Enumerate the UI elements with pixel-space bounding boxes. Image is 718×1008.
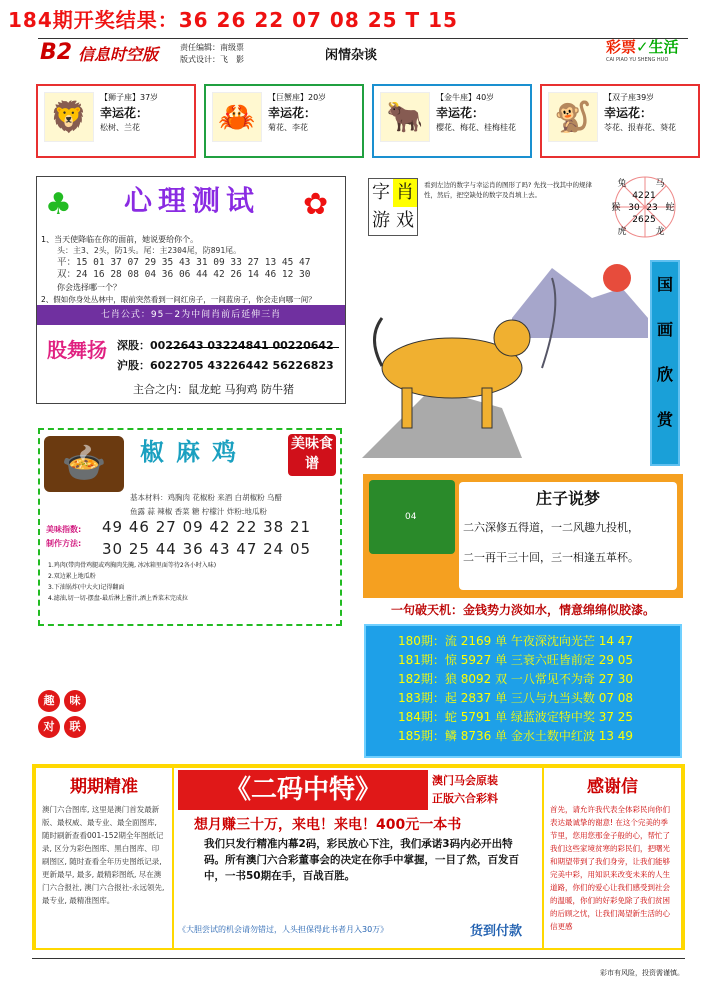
tiger-painting <box>362 248 648 460</box>
verse-line-1: 二六深修五得道，一二风趣九投机， <box>463 521 639 534</box>
designer-line: 版式设计：飞 影 <box>180 55 244 64</box>
zodiac-age: 【狮子座】37岁 <box>100 93 159 102</box>
lottery-row: 180期：流 2169 单 午夜深沈向光芒 14 47 <box>398 634 634 648</box>
risk-warning: 彩市有风险，投资需谨慎。 <box>600 969 684 977</box>
zodiac-age: 【金牛座】40岁 <box>436 93 495 102</box>
ring-label: 23 <box>646 203 658 213</box>
painting-char: 画 <box>656 320 673 339</box>
recipe-title: 椒麻鸡 <box>140 438 248 466</box>
ad-footnote: 《大胆尝试的机会请勿错过，人头担保得此书者月入30万》 <box>178 925 389 934</box>
zodiac-text <box>100 92 158 134</box>
recipe-panel <box>38 428 342 626</box>
zodiac-animal-icon: 🐒 <box>548 92 598 142</box>
zhuangzi-text-box <box>459 482 677 590</box>
ad-right-title: 感谢信 <box>587 777 638 797</box>
lottery-row: 182期：狼 8092 双 一八常见不为奇 27 30 <box>398 672 634 686</box>
ad-left-column <box>36 768 172 948</box>
shanghai-stock <box>117 357 334 373</box>
question-two: 2、假如你身处丛林中，眼前突然看到一间红房子，一间蓝房子，你会走向哪一间？ <box>41 295 316 304</box>
ring-label: 马 <box>655 179 665 189</box>
step-1: 1.鸡肉(带肉骨鸡腿或鸡胸肉先腌, 冰冰箱里面等待2各小时入味) <box>48 562 217 569</box>
page-number: B2 <box>40 40 73 65</box>
couplet-lantern-3: 对 <box>38 716 60 738</box>
zodiac-text <box>604 92 676 134</box>
ring-label: 蛇 <box>665 203 675 213</box>
puzzle-char: 肖 <box>393 179 417 207</box>
ad-middle-column <box>174 768 542 948</box>
rule-line <box>169 347 339 348</box>
ring-label: 42 <box>632 191 644 201</box>
ad-body: 我们只发行精准内幕2码，彩民放心下注，我们承诺3码内必开出特码。所有澳门六合彩董事会的决定在你手中掌握，一目了然，百发百中，一书50期在手，百战百胜。 <box>204 838 519 882</box>
zodiac-card <box>372 84 532 158</box>
ad-left-title: 期期精准 <box>70 777 138 797</box>
number-row-odd: 平：15 01 37 07 29 35 43 31 09 33 27 13 45 47 <box>57 257 311 268</box>
main-zodiac-pick: 主合之内：鼠龙蛇 马狗鸡 防牛猪 <box>133 383 294 396</box>
lucky-flower-title: 幸运花： <box>436 106 485 120</box>
one-line-hint: 一句破天机：金钱势力淡如水，情意绵绵似胶漆。 <box>362 600 684 620</box>
zodiac-card <box>540 84 700 158</box>
draw-result-headline: 184期开奖结果：36 26 22 07 08 25 T 15 <box>8 8 458 32</box>
ad-slogan: 想月赚三十万，来电！来电！400元一本书 <box>194 817 462 833</box>
lottery-row: 181期：惊 5927 单 三衰六旺皆前定 29 05 <box>398 653 634 667</box>
publication-logo: 彩票✓生活 CAI PIAO YU SHENG HUO <box>606 38 679 63</box>
lucky-flowers: 苓花、报春花、葵花 <box>604 123 676 132</box>
ring-label: 兔 <box>617 179 627 189</box>
rating-label: 美味指数: <box>46 525 82 534</box>
lottery-row: 185期：鳞 8736 单 金水土数中红波 13 49 <box>398 729 634 743</box>
psych-test-title: 心理测试 <box>123 184 260 217</box>
leaf-number: 04 <box>405 512 417 522</box>
logo-part-a: 彩票 <box>606 38 637 56</box>
number-row-even: 双：24 16 28 08 04 36 06 44 42 26 14 46 12 30 <box>57 269 311 280</box>
ring-label: 25 <box>644 215 656 225</box>
zodiac-card <box>36 84 196 158</box>
lucky-flower-title: 幸运花： <box>100 106 149 120</box>
zhuangzi-panel <box>363 474 683 598</box>
zodiac-age: 【双子座39岁 <box>604 93 655 102</box>
ad-right-text: 首先，请允许我代表全体彩民向你们表达最诚挚的谢意! 在这个完美的季节里，您用您那金子般的心，帮忙了我们这些家境贫寒的彩民们，把曙光和期望带到了我们身旁，让我们能够完美中彩，用知识来改变未来的人生道路，你们的爱心让我们感受到社会的温暖，你们的好彩免除了我们贫困的后顾之忧，让我们渴望新生活的心信更感 <box>550 805 670 931</box>
painting-char: 国 <box>656 275 673 294</box>
zodiac-text <box>436 92 516 134</box>
method-label: 制作方法: <box>46 539 82 548</box>
head-tail-hint: 头：主3、2头，防1头。尾：主2304尾，防891尾。 <box>57 246 242 255</box>
ring-label: 21 <box>644 191 656 201</box>
painting-label-column <box>650 260 680 466</box>
header-divider <box>38 38 688 39</box>
ring-label: 猴 <box>611 203 621 213</box>
section-title: 闲情杂谈 <box>325 48 378 63</box>
footer-rule <box>32 958 685 959</box>
logo-subtitle: CAI PIAO YU SHENG HUO <box>606 57 669 63</box>
lucky-flower-title: 幸运花： <box>268 106 317 120</box>
ad-banner <box>32 764 685 950</box>
lotus-leaf-image <box>369 480 455 554</box>
lucky-flowers: 松树、兰花 <box>100 123 140 132</box>
verse-line-2: 二一再干三十回，三一相逢五革杯。 <box>463 551 639 564</box>
ring-label: 虎 <box>617 227 627 237</box>
cash-on-delivery: 货到付款 <box>470 924 523 939</box>
painting-char: 赏 <box>656 410 673 429</box>
shenzhen-stock <box>117 337 334 353</box>
zhuangzi-title: 庄子说梦 <box>535 489 600 508</box>
psych-test-panel <box>36 176 346 404</box>
editor-credits <box>180 42 244 66</box>
question-prompt: 你会选择哪一个？ <box>57 283 121 292</box>
ingredients-line1: 基本材料：鸡胸肉 花椒粉 来酒 白胡椒粉 乌醋 <box>130 493 283 502</box>
stock-logo: 股舞扬 <box>47 338 107 362</box>
ring-label: 龙 <box>655 227 665 237</box>
painting-char: 欣 <box>656 365 673 384</box>
puzzle-char: 字 <box>372 182 390 203</box>
zodiac-animal-icon: 🦁 <box>44 92 94 142</box>
logo-part-b: 生活 <box>648 38 679 56</box>
lucky-flowers: 樱花、梅花、桂梅桂花 <box>436 123 516 132</box>
lottery-history-panel <box>364 624 682 758</box>
ad-side-line2: 正版六合彩料 <box>432 792 498 805</box>
sz-numbers: 0022643 03224841 00220642 <box>150 339 334 352</box>
sz-label: 深股： <box>117 339 150 352</box>
couplet-lantern-4: 联 <box>64 716 86 738</box>
zodiac-ring-diagram <box>608 174 682 240</box>
flower-icon: ✿ <box>303 187 329 222</box>
brand-title: 信息时空版 <box>78 45 159 64</box>
method-numbers: 30 25 44 36 43 47 24 05 <box>102 540 312 558</box>
dish-photo: 🍲 <box>44 436 124 492</box>
rating-numbers: 49 46 27 09 42 22 38 21 <box>102 518 312 536</box>
step-3: 3.下油锅炸(中大火)记得翻面 <box>48 584 125 591</box>
ring-label: 30 <box>628 203 640 213</box>
zodiac-animal-icon: 🐂 <box>380 92 430 142</box>
ad-side-line1: 澳门马会原装 <box>432 774 498 787</box>
puzzle-char: 游 <box>372 210 390 231</box>
sh-label: 沪股： <box>117 359 150 372</box>
recipe-steps <box>48 560 216 604</box>
ingredients-line2: 鱼露 蒜 辣椒 香菜 糖 柠檬汁 炸粉:地瓜粉 <box>130 507 267 516</box>
lottery-row: 183期：起 2837 单 三八与九当头数 07 08 <box>398 691 634 705</box>
sh-numbers: 6022705 43226442 56226823 <box>150 359 334 372</box>
formula-bar: 七肖公式：95－2为中间肖前后延伸三肖 <box>37 305 345 325</box>
step-4: 4.滤油,切一切-摆盘-最后淋上酱汁,洒上香菜末完成拉 <box>48 595 188 602</box>
zodiac-card <box>204 84 364 158</box>
ad-left-text: 澳门六合图库, 这里是澳门首发最新版、最权威、最专业、最全面图库, 随时刷新查看001-152期全年图纸记录, 区分为彩色图库、黑白图库、印刷图区, 随时查看全年历史图纸记录, 更新最早, 最多, 最精彩图纸, 尽在澳门六合报社, 澳门六合报社-永远领先, 最专业, 最精准图库。 <box>42 805 165 905</box>
ad-main-title: 《二码中特》 <box>178 770 428 810</box>
zodiac-animal-icon: 🦀 <box>212 92 262 142</box>
lottery-row: 184期：蛇 5791 单 绿蓝波定特中奖 37 25 <box>398 710 634 724</box>
puzzle-char: 戏 <box>396 210 414 231</box>
recipe-badge: 美味食谱 <box>288 434 336 476</box>
clover-icon: ♣ <box>45 187 72 222</box>
word-puzzle-box <box>368 178 418 236</box>
step-2: 2.双边累上地瓜粉 <box>48 573 96 580</box>
ad-right-column <box>544 768 681 948</box>
lucky-flower-title: 幸运花： <box>604 106 653 120</box>
puzzle-description: 看到左边的数字与幸运肖的图形了吗? 先找一找其中的规律性，然后，把空缺处的数字及肖填上去。 <box>424 181 593 199</box>
question-one: 1、当天使降临在你的面前，她说要给你个。 <box>41 235 199 244</box>
lucky-flowers: 菊花、李花 <box>268 123 308 132</box>
couplet-lantern-2: 味 <box>64 690 86 712</box>
editor-line: 责任编辑：南级票 <box>180 43 244 52</box>
couplet-lantern-1: 趣 <box>38 690 60 712</box>
zodiac-age: 【巨蟹座】20岁 <box>268 93 327 102</box>
ring-label: 26 <box>632 215 644 225</box>
zodiac-text <box>268 92 326 134</box>
